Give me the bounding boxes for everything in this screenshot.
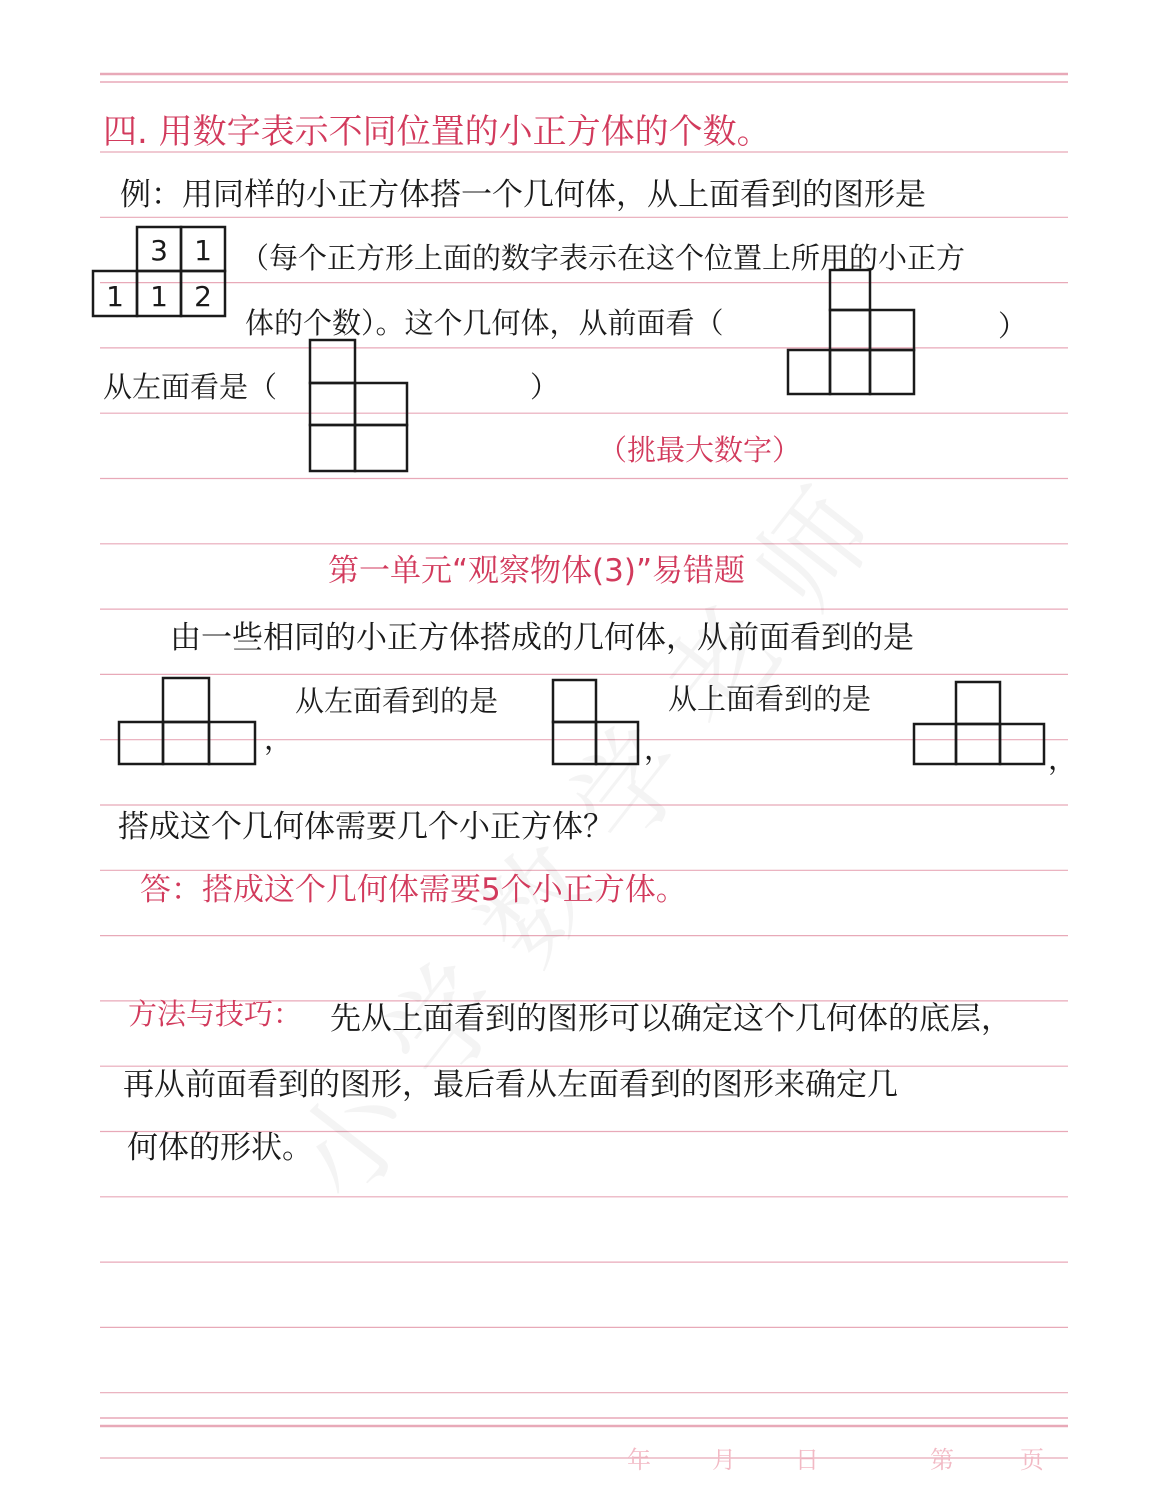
method-line-3: 何体的形状。 xyxy=(127,1130,313,1166)
method-line-1: 先从上面看到的图形可以确定这个几何体的底层， xyxy=(330,1001,1012,1037)
comma: ， xyxy=(264,722,294,756)
cell-number: 1 xyxy=(106,280,124,313)
comma: ， xyxy=(1048,742,1078,776)
answer: 答：搭成这个几何体需要5个小正方体。 xyxy=(140,872,687,908)
hint: （挑最大数字） xyxy=(598,433,802,467)
unit-heading: 第一单元“观察物体(3)”易错题 xyxy=(328,553,746,589)
problem-top-view xyxy=(914,682,1044,764)
explain-line-1: （每个正方形上面的数字表示在这个位置上所用的小正方 xyxy=(240,241,966,275)
example-front-view xyxy=(788,270,914,394)
cell-number: 3 xyxy=(150,234,168,267)
example-line: 例：用同样的小正方体搭一个几何体，从上面看到的图形是 xyxy=(120,177,926,213)
footer-di: 第 xyxy=(930,1446,954,1474)
footer-day: 日 xyxy=(795,1446,819,1474)
left-view-label: 从左面看是（ xyxy=(103,370,278,404)
section-title: 四. 用数字表示不同位置的小正方体的个数。 xyxy=(103,112,771,152)
comma: ， xyxy=(644,732,674,766)
method-line-2: 再从前面看到的图形，最后看从左面看到的图形来确定几 xyxy=(123,1067,898,1103)
left-view-question-label: 从左面看到的是 xyxy=(295,684,499,718)
problem-front-view xyxy=(119,678,255,764)
footer-page: 页 xyxy=(1020,1446,1044,1474)
footer-month: 月 xyxy=(712,1446,736,1474)
top-view-question-label: 从上面看到的是 xyxy=(668,682,872,716)
footer-year: 年 xyxy=(627,1446,651,1474)
cell-number: 1 xyxy=(194,234,212,267)
method-label: 方法与技巧： xyxy=(128,997,303,1031)
explain-line-2: 体的个数）。这个几何体，从前面看（ xyxy=(245,306,724,340)
cell-number: 2 xyxy=(194,280,212,313)
top-view-numbers xyxy=(106,234,212,313)
question: 搭成这个几何体需要几个小正方体？ xyxy=(118,809,614,845)
problem-line: 由一些相同的小正方体搭成的几何体，从前面看到的是 xyxy=(170,620,914,656)
close-paren: ） xyxy=(530,370,560,404)
cell-number: 1 xyxy=(150,280,168,313)
close-paren: ） xyxy=(998,309,1028,343)
example-left-view xyxy=(310,340,407,471)
